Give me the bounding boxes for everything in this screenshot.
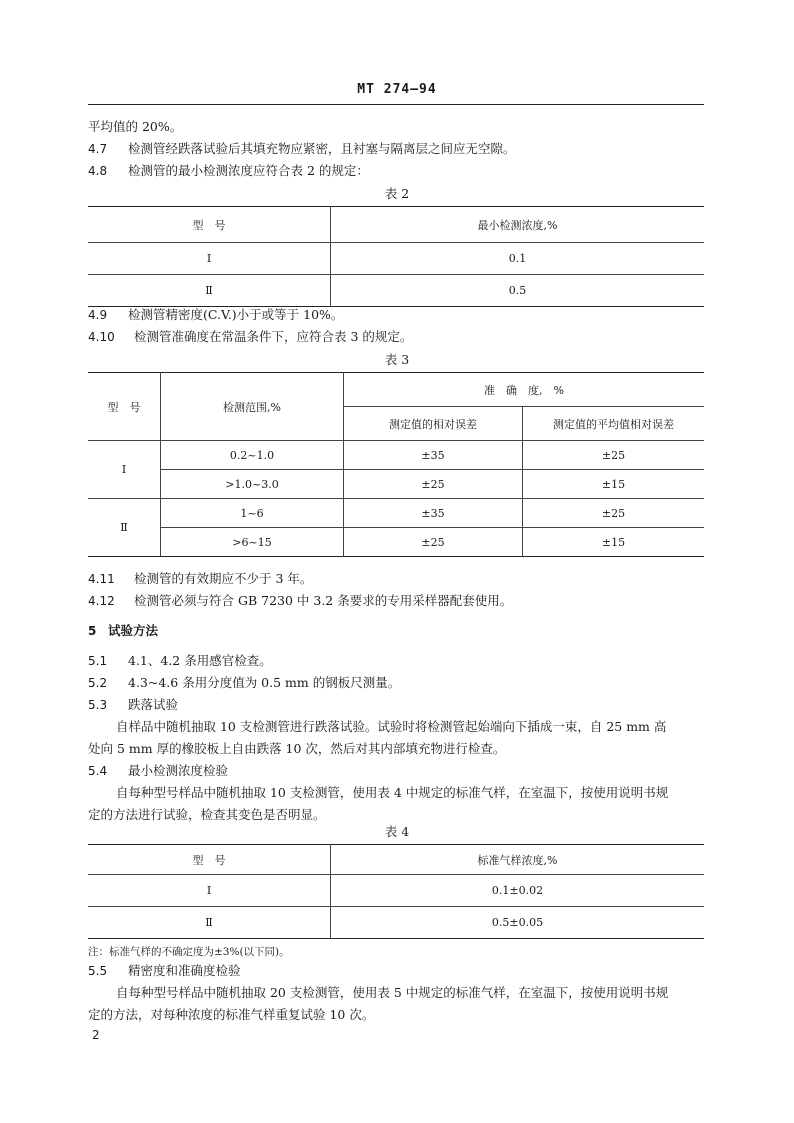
table-cell: ±35: [344, 441, 523, 470]
table-cell: Ⅰ: [88, 441, 161, 499]
table-cell: ±15: [601, 535, 626, 549]
table-4: [88, 844, 704, 939]
table-2: [88, 206, 704, 307]
table-4-caption: 表 4: [384, 824, 410, 839]
table-2-header-min: 最小检测浓度,%: [477, 218, 558, 232]
text-line: 平均值的 20%。: [88, 119, 183, 134]
table-cell: ±25: [523, 441, 705, 470]
table-3-header-range: 检测范围,%: [161, 373, 344, 441]
clause-number: 4.7: [88, 142, 108, 156]
table-cell: ±25: [523, 499, 705, 528]
section-number: 5: [88, 624, 97, 638]
section-5-heading: [88, 622, 158, 640]
clause-5-5: [88, 962, 241, 980]
table-row: [88, 528, 704, 557]
clause-text: 检测管的有效期应不少于 3 年。: [134, 571, 313, 586]
clause-5-3: [88, 696, 178, 714]
table-2-caption: 表 2: [384, 186, 410, 201]
table-cell: 0.1±0.02: [491, 884, 544, 897]
table-3-caption: 表 3: [384, 352, 410, 367]
table-4-header-type: 型 号: [88, 845, 331, 875]
clause-number: 5.1: [88, 654, 108, 668]
table-3: [88, 372, 704, 557]
table-cell: ±25: [344, 470, 523, 499]
clause-5-2: [88, 674, 400, 692]
clause-text: 检测管的最小检测浓度应符合表 2 的规定：: [128, 163, 369, 178]
header-rule: [88, 104, 704, 105]
table-3-header-accuracy: 准 确 度, %: [344, 373, 705, 407]
clause-4-12: [88, 592, 512, 610]
clause-number: 5.4: [88, 764, 108, 778]
clause-text: 最小检测浓度检验: [128, 763, 229, 778]
clause-number: 4.11: [88, 572, 115, 586]
clause-4-7: [88, 140, 516, 158]
table-cell: ±15: [523, 470, 705, 499]
paragraph-line: 自每种型号样品中随机抽取 20 支检测管，使用表 5 中规定的标准气样，在室温下，按使用说明书规: [116, 985, 669, 1000]
clause-number: 4.12: [88, 594, 115, 608]
clause-number: 5.5: [88, 964, 108, 978]
page-number: 2: [92, 1028, 100, 1042]
table-4-note: 注：标准气样的不确定度为±3%(以下同)。: [88, 946, 290, 958]
document-header: MT 274—94: [357, 82, 437, 97]
clause-text: 精密度和准确度检验: [128, 963, 241, 978]
table-cell: ±35: [344, 499, 523, 528]
clause-text: 4.1、4.2 条用感官检查。: [128, 653, 272, 668]
clause-number: 4.9: [88, 308, 108, 322]
table-cell: 1~6: [161, 499, 344, 528]
table-4-header-conc: 标准气样浓度,%: [477, 853, 558, 867]
table-row: [88, 875, 704, 907]
table-cell: Ⅰ: [88, 243, 331, 275]
table-row: [88, 470, 704, 499]
clause-5-4: [88, 762, 228, 780]
table-row: [88, 441, 704, 470]
paragraph-line: 自每种型号样品中随机抽取 10 支检测管，使用表 4 中规定的标准气样，在室温下，按使用说明书规: [116, 785, 669, 800]
section-title: 试验方法: [108, 623, 159, 638]
table-cell: 0.5±0.05: [491, 916, 544, 929]
table-3-header-rel: 测定值的相对误差: [344, 407, 523, 441]
table-cell: 0.5: [508, 284, 527, 297]
clause-5-1: [88, 652, 272, 670]
clause-text: 检测管精密度(C.V.)小于或等于 10%。: [128, 307, 344, 322]
table-2-header-type: 型 号: [88, 207, 331, 243]
clause-4-8: [88, 162, 369, 180]
table-3-header-type: 型 号: [88, 373, 161, 441]
table-cell: Ⅰ: [88, 875, 331, 907]
table-cell: Ⅱ: [88, 907, 331, 939]
table-cell: 0.1: [508, 252, 527, 265]
clause-number: 4.10: [88, 330, 115, 344]
clause-text: 检测管经跌落试验后其填充物应紧密，且衬塞与隔离层之间应无空隙。: [128, 141, 516, 156]
paragraph-line: 自样品中随机抽取 10 支检测管进行跌落试验。试验时将检测管起始端向下插成一束，自 25 mm 高: [116, 719, 667, 734]
clause-text: 检测管必须与符合 GB 7230 中 3.2 条要求的专用采样器配套使用。: [134, 593, 513, 608]
table-cell: Ⅱ: [88, 275, 331, 307]
table-cell: ±25: [344, 528, 523, 557]
table-row: [88, 243, 704, 275]
clause-4-9: [88, 306, 343, 324]
clause-text: 检测管准确度在常温条件下，应符合表 3 的规定。: [134, 329, 413, 344]
clause-number: 5.2: [88, 676, 108, 690]
clause-number: 4.8: [88, 164, 108, 178]
paragraph-line: 定的方法进行试验，检查其变色是否明显。: [88, 807, 326, 822]
table-row: [88, 275, 704, 307]
clause-4-10: [88, 328, 412, 346]
table-3-header-avg: 测定值的平均值相对误差: [523, 407, 705, 441]
table-row: [88, 907, 704, 939]
table-cell: >6~15: [161, 528, 344, 557]
table-row: [88, 499, 704, 528]
table-cell: >1.0~3.0: [161, 470, 344, 499]
clause-number: 5.3: [88, 698, 108, 712]
table-cell: Ⅱ: [88, 499, 161, 557]
paragraph-line: 处向 5 mm 厚的橡胶板上自由跌落 10 次，然后对其内部填充物进行检查。: [88, 741, 506, 756]
clause-4-11: [88, 570, 312, 588]
clause-text: 4.3~4.6 条用分度值为 0.5 mm 的钢板尺测量。: [128, 675, 401, 690]
clause-text: 跌落试验: [128, 697, 179, 712]
table-cell: 0.2~1.0: [161, 441, 344, 470]
paragraph-line: 定的方法，对每种浓度的标准气样重复试验 10 次。: [88, 1007, 375, 1022]
